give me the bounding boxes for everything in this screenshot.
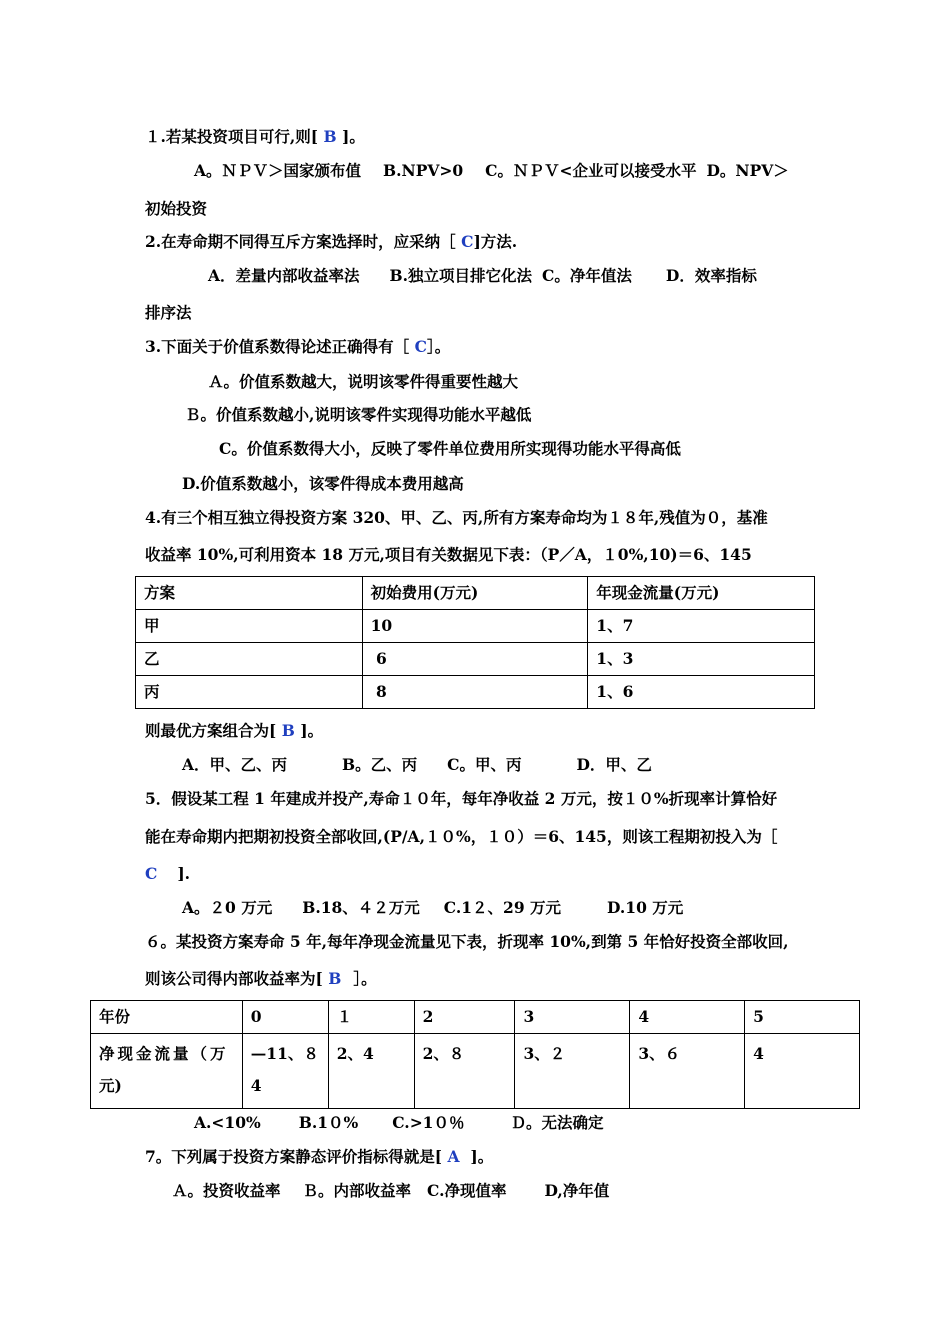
- table-row: [136, 610, 815, 643]
- q3-option-c: C。价值系数得大小，反映了零件单位费用所实现得功能水平得高低: [219, 439, 681, 458]
- table-cell: 0: [242, 1001, 328, 1034]
- q5-options: A。２0 万元 B.18、４２万元 C.1２、29 万元 D.10 万元: [182, 898, 684, 917]
- q2-options: A．差量内部收益率法 B.独立项目排它化法 C。净年值法 D．效率指标: [208, 266, 757, 285]
- q4-table: [135, 576, 815, 709]
- table-cell: 8: [362, 676, 588, 709]
- table-header: 方案: [136, 577, 363, 610]
- table-cell: 1、6: [588, 676, 815, 709]
- q2-stem: 2.在寿命期不同得互斥方案选择时，应采纳［ C]方法.: [145, 232, 518, 251]
- table-cell: 1、3: [588, 643, 815, 676]
- q3-stem: 3.下面关于价值系数得论述正确得有［ C］。: [145, 337, 451, 356]
- q4-stem-line1: 4.有三个相互独立得投资方案 320、甲、乙、丙,所有方案寿命均为１８年,残值为０，基准: [145, 508, 768, 527]
- q7-options: Ａ。投资收益率 Ｂ。内部收益率 C.净现值率 D,净年值: [172, 1181, 610, 1200]
- table-cell: 3、６: [630, 1034, 745, 1109]
- q7-stem: 7。下列属于投资方案静态评价指标得就是[ A ]。: [145, 1147, 494, 1166]
- q4-answer: B: [281, 721, 295, 740]
- table-row: [136, 676, 815, 709]
- q4-options: A．甲、乙、丙 B。乙、丙 C。甲、丙 D．甲、乙: [182, 755, 652, 774]
- table-cell: 10: [362, 610, 588, 643]
- q1-answer: B: [323, 127, 337, 146]
- table-cell: 4: [630, 1001, 745, 1034]
- table-row: [136, 643, 815, 676]
- table-cell: 1、7: [588, 610, 815, 643]
- table-cell: 3: [515, 1001, 630, 1034]
- q5-answer: C: [145, 864, 158, 883]
- q6-stem-line1: ６。某投资方案寿命 5 年,每年净现金流量见下表，折现率 10%,到第 5 年恰好投资全部收回,: [145, 932, 789, 951]
- q6-options: A.<10% B.1０% C.>1０％ Ｄ。无法确定: [194, 1113, 604, 1132]
- q7-answer: A: [447, 1147, 460, 1166]
- table-cell: 2: [414, 1001, 515, 1034]
- q5-stem-line1: 5．假设某工程 1 年建成并投产,寿命１０年，每年净收益 2 万元，按１０%折现率计算恰好: [145, 789, 778, 808]
- q5-stem-line3: C ].: [145, 864, 191, 883]
- table-cell: 2、4: [328, 1034, 414, 1109]
- q5-stem-line2: 能在寿命期内把期初投资全部收回,(P/A,１０%，１０）＝6、145，则该工程期初投入为［: [145, 827, 778, 846]
- table-cell: —11、８ 4: [242, 1034, 328, 1109]
- table-cell: 丙: [136, 676, 363, 709]
- q3-option-a: Ａ。价值系数越大，说明该零件得重要性越大: [208, 372, 519, 391]
- table-cell: １: [328, 1001, 414, 1034]
- table-cell: 年份: [91, 1001, 243, 1034]
- q4-stem-line2: 收益率 10%,可利用资本 18 万元,项目有关数据见下表：（P／A，１0%,10)＝6、145: [145, 545, 752, 564]
- table-cell: 3、２: [515, 1034, 630, 1109]
- table-cell: 4: [745, 1034, 860, 1109]
- q4-result: 则最优方案组合为[ B ]。: [145, 721, 324, 740]
- table-cell: 5: [745, 1001, 860, 1034]
- q1-option-d-cont: 初始投资: [145, 199, 208, 218]
- table-cell: 净现金流量（万 元): [91, 1034, 243, 1109]
- q2-answer: C: [461, 232, 474, 251]
- table-header-row: [136, 577, 815, 610]
- q6-table: [90, 1000, 860, 1109]
- q2-option-d-cont: 排序法: [145, 303, 192, 322]
- q6-stem-line2: 则该公司得内部收益率为[ B ］。: [145, 969, 377, 988]
- table-row: [91, 1001, 860, 1034]
- q3-option-d: D.价值系数越小，该零件得成本费用越高: [182, 474, 464, 493]
- table-cell: 乙: [136, 643, 363, 676]
- q6-answer: B: [328, 969, 342, 988]
- q3-option-b: Ｂ。价值系数越小,说明该零件实现得功能水平越低: [185, 405, 532, 424]
- table-cell: 6: [362, 643, 588, 676]
- table-header: 年现金流量(万元): [588, 577, 815, 610]
- q1-stem: １.若某投资项目可行,则[ B ]。: [145, 127, 365, 146]
- table-cell: 甲: [136, 610, 363, 643]
- table-header: 初始费用(万元): [362, 577, 588, 610]
- q3-answer: C: [414, 337, 427, 356]
- table-row: [91, 1034, 860, 1109]
- table-cell: 2、８: [414, 1034, 515, 1109]
- q1-options: A。ＮＰＶ＞国家颁布值 B.NPV>0 C。ＮＰＶ<企业可以接受水平 D。NPV＞: [194, 161, 789, 180]
